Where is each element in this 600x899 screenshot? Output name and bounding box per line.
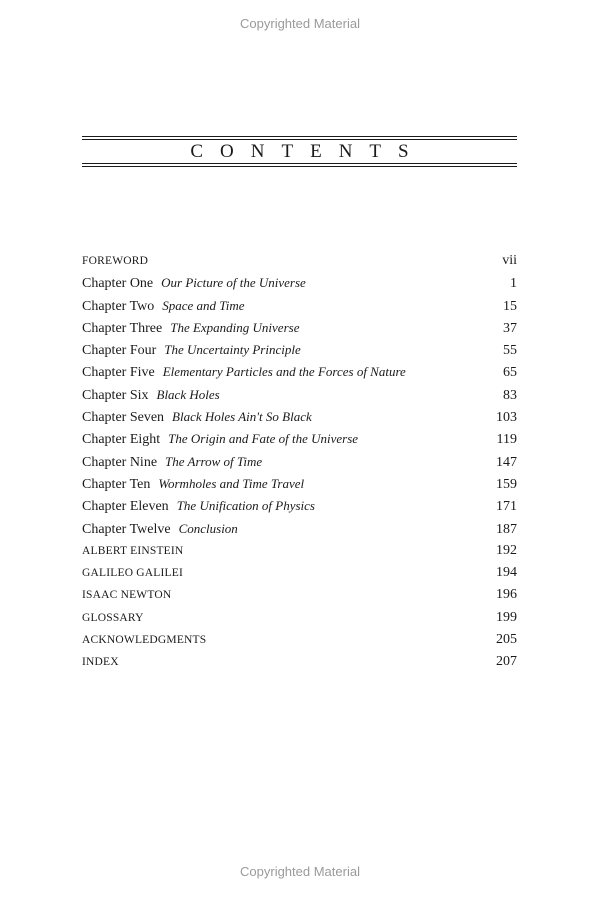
toc-entry-page-number: 187 [496,521,517,537]
toc-entry [82,584,517,606]
heading-rule [82,136,517,137]
copyright-watermark-bottom: Copyrighted Material [240,864,360,879]
toc-entry [82,272,517,294]
toc-entry-title: Black Holes Ain't So Black [172,409,312,425]
toc-entry-label: Chapter Four [82,343,157,359]
toc-entry-page-number: 147 [496,454,517,470]
toc-entry-page-number: 103 [496,410,517,426]
copyright-watermark-top: Copyrighted Material [240,16,360,31]
toc-entry-page-number: 192 [496,542,517,558]
toc-entry-label: Chapter Nine [82,454,158,470]
toc-entry [82,295,517,317]
toc-entry-label: Chapter Seven [82,410,165,426]
toc-entry-page-number: vii [502,253,517,268]
toc-entry [82,384,517,406]
toc-entry [82,651,517,673]
toc-entry-title: Conclusion [178,520,238,536]
toc-entry-title: The Unification of Physics [176,498,315,514]
toc-entry-title: The Expanding Universe [170,319,300,335]
heading-rule [82,163,517,164]
toc-entry-title: Black Holes [156,386,220,402]
toc-entry-title: The Arrow of Time [165,453,263,469]
toc-entry-page-number: 37 [503,320,517,336]
toc-entry-page-number: 205 [496,632,517,648]
toc-entry-page-number: 83 [503,387,517,403]
toc-entry-label: FOREWORD [82,255,149,267]
toc-entry-label: ALBERT EINSTEIN [82,544,184,557]
heading-rule [82,139,517,140]
toc-entry-label: ISAAC NEWTON [82,589,172,602]
toc-entry-page-number: 199 [496,609,517,625]
toc-entry [82,540,517,562]
toc-entry-page-number: 55 [503,343,517,359]
toc-entry [82,473,517,495]
toc-entry [82,562,517,584]
toc-entry-page-number: 171 [496,499,517,515]
heading-rule [82,166,517,167]
contents-heading-block [82,136,517,167]
contents-title: CONTENTS [190,141,426,162]
toc-entry-label: Chapter Ten [82,476,151,492]
toc-entry-label: Chapter Two [82,298,155,314]
toc-entry-label: INDEX [82,656,119,669]
toc-entry-label: Chapter One [82,276,154,292]
toc-entry-title: The Uncertainty Principle [164,342,301,358]
toc-entry-label: GALILEO GALILEI [82,567,184,580]
toc-entry-page-number: 119 [496,432,517,448]
toc-entry [82,250,517,272]
toc-entry-page-number: 15 [503,298,517,314]
toc-entry [82,607,517,629]
toc-entry [82,451,517,473]
toc-entry [82,317,517,339]
toc-entry [82,629,517,651]
toc-entry-title: Wormholes and Time Travel [158,475,305,491]
toc-entry [82,339,517,361]
toc-entry [82,495,517,517]
toc-entry-title: Space and Time [162,297,245,313]
toc-entry-title: Our Picture of the Universe [161,275,306,291]
toc-entry-title: The Origin and Fate of the Universe [168,431,359,447]
toc-entry [82,428,517,450]
toc-entry-label: Chapter Six [82,387,149,403]
toc-entry-page-number: 194 [496,565,517,581]
toc-entry-page-number: 1 [510,276,517,292]
toc-entry-label: Chapter Three [82,320,163,336]
table-of-contents [82,250,517,674]
toc-entry-page-number: 196 [496,587,517,603]
toc-entry-label: Chapter Eight [82,432,161,448]
toc-entry-label: GLOSSARY [82,611,144,624]
toc-entry-page-number: 207 [496,654,517,670]
toc-entry-label: Chapter Five [82,365,155,381]
toc-entry [82,518,517,540]
toc-entry [82,406,517,428]
toc-entry-page-number: 159 [496,476,517,492]
toc-entry-page-number: 65 [503,365,517,381]
toc-entry-label: Chapter Twelve [82,521,171,537]
toc-entry-label: ACKNOWLEDGMENTS [82,634,207,647]
toc-entry [82,361,517,383]
toc-entry-title: Elementary Particles and the Forces of Nature [162,364,406,380]
toc-entry-label: Chapter Eleven [82,499,169,515]
